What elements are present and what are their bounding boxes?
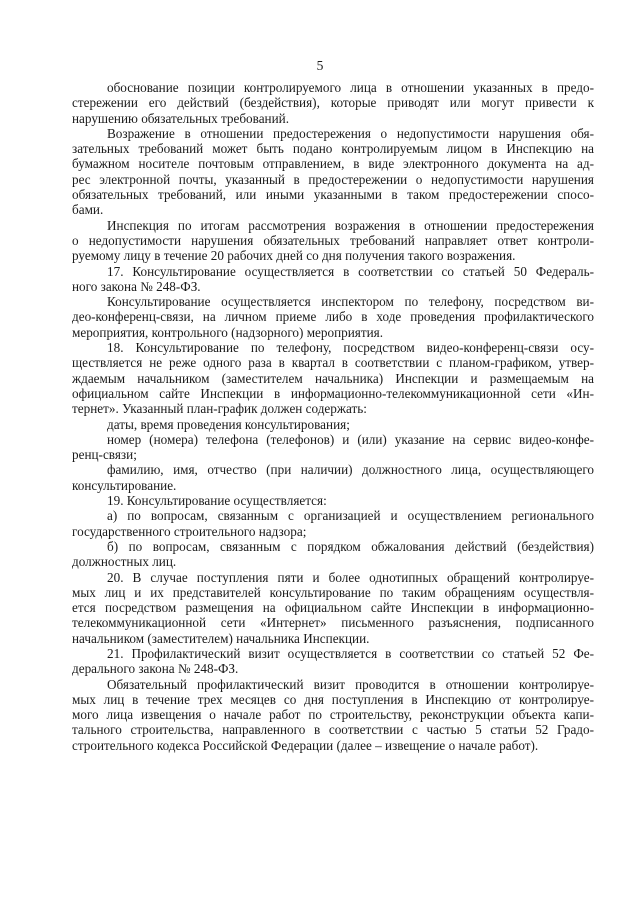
text-line: Консультирование осуществляется инспектором по телефону, посредством ви- xyxy=(107,294,594,310)
text-line: даты, время проведения консультирования; xyxy=(107,416,350,432)
text-line: ется посредством размещения на официальном сайте Инспекции в информационно- xyxy=(72,600,594,616)
text-line: консультирование. xyxy=(72,477,177,493)
text-line: 18. Консультирование по телефону, посредством видео-конференц-связи осу- xyxy=(107,340,594,356)
text-line: начальником (заместителем) начальника Инспекции. xyxy=(72,630,370,646)
text-line: 19. Консультирование осуществляется: xyxy=(107,493,327,509)
text-line: бумажном носителе почтовым отправлением, в виде электронного документа на ад- xyxy=(72,156,594,172)
text-line: о недопустимости нарушения обязательных требований направляет ответ контроли- xyxy=(72,232,594,248)
text-line: телекоммуникационной сети «Интернет» письменного разъяснения, подписанного xyxy=(72,615,594,631)
text-line: строительного кодекса Российской Федерации (далее – извещение о начале работ). xyxy=(72,737,539,753)
text-line: мого лица извещения о начале работ по строительству, реконструкции объекта капи- xyxy=(72,707,594,723)
text-line: 17. Консультирование осуществляется в соответствии со статьей 50 Федераль- xyxy=(107,263,594,279)
text-line: ного закона № 248-ФЗ. xyxy=(72,278,201,294)
text-line: государственного строительного надзора; xyxy=(72,523,307,539)
text-line: ренц-связи; xyxy=(72,447,137,463)
text-line: зательных требований может быть подано контролируемым лицом в Инспекцию на xyxy=(72,141,594,157)
text-line: Возражение в отношении предостережения о недопустимости нарушения обя- xyxy=(107,125,594,141)
text-line: рес электронной почты, указанный в предостережении о недопустимости нарушения xyxy=(72,171,594,187)
text-line: а) по вопросам, связанным с организацией и осуществлением регионального xyxy=(107,508,594,524)
text-line: номер (номера) телефона (телефонов) и (или) указание на сервис видео-конфе- xyxy=(107,431,594,447)
text-line: тернет». Указанный план-график должен содержать: xyxy=(72,401,367,417)
text-line: стережении его действий (бездействия), которые приводят или могут привести к xyxy=(72,95,594,111)
text-line: официальном сайте Инспекции в информационно-телекоммуникационной сети «Ин- xyxy=(72,385,594,401)
page-number: 5 xyxy=(316,58,324,73)
text-line: део-конференц-связи, на личном приеме либо в ходе проведения профилактического xyxy=(72,309,594,325)
text-line: фамилию, имя, отчество (при наличии) должностного лица, осуществляющего xyxy=(107,462,594,478)
text-line: тального строительства, направленного в соответствии с частью 5 статьи 52 Градо- xyxy=(72,722,594,738)
text-line: ждаемым начальником (заместителем начальника) Инспекции и размещаемым на xyxy=(72,370,594,386)
text-line: 21. Профилактический визит осуществляется в соответствии со статьей 52 Фе- xyxy=(107,645,594,661)
text-line: нарушению обязательных требований. xyxy=(72,110,290,126)
text-line: Инспекция по итогам рассмотрения возражения в отношении предостережения xyxy=(107,217,594,233)
text-line: обязательных требований, или иными указанными в таком предостережении спосо- xyxy=(72,187,594,203)
text-line: должностных лиц. xyxy=(72,554,177,570)
text-line: обоснование позиции контролируемого лица в отношении указанных в предо- xyxy=(107,80,594,95)
text-line: руемому лицу в течение 20 рабочих дней со дня получения такого возражения. xyxy=(72,248,516,264)
text-line: мероприятия, контрольного (надзорного) мероприятия. xyxy=(72,324,384,340)
text-line: бами. xyxy=(72,202,104,218)
text-line: ществляется не реже одного раза в квартал в соответствии с планом-графиком, утвер- xyxy=(72,355,594,371)
document-body xyxy=(72,80,594,753)
text-line: б) по вопросам, связанным с порядком обжалования действий (бездействия) xyxy=(107,538,594,554)
text-line: 20. В случае поступления пяти и более однотипных обращений контролируе- xyxy=(107,569,594,585)
text-line: мых лиц и их представителей консультирование по таким обращениям осуществля- xyxy=(72,584,594,600)
text-line: мых лиц в течение трех месяцев со дня поступления в Инспекцию от контролируе- xyxy=(72,691,594,707)
text-line: Обязательный профилактический визит проводится в отношении контролируе- xyxy=(107,676,594,692)
text-line: дерального закона № 248-ФЗ. xyxy=(72,661,239,677)
